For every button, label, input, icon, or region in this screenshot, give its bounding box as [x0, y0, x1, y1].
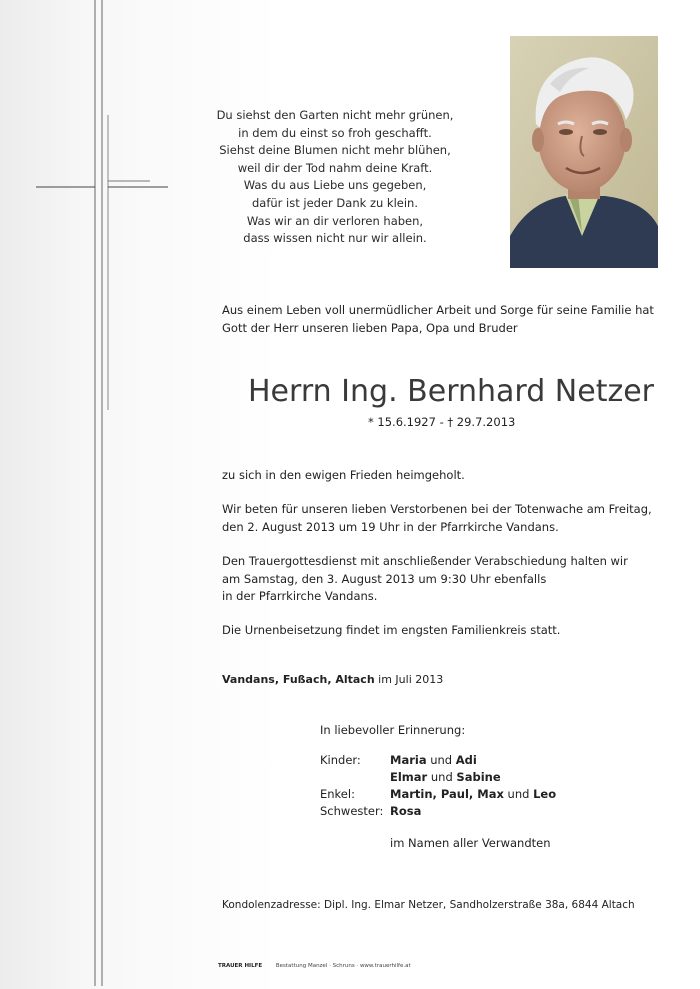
family-names: Elmar und Sabine	[390, 770, 501, 784]
poem-line: Siehst deine Blumen nicht mehr blühen,	[219, 143, 451, 158]
memory-heading: In liebevoller Erinnerung:	[320, 723, 466, 737]
peace-line: zu sich in den ewigen Frieden heimgeholt.	[222, 468, 465, 482]
wake-line: Wir beten für unseren lieben Verstorbenen bei der Totenwache am Freitag,	[222, 502, 652, 516]
family-names: Rosa	[390, 804, 422, 818]
service-line: am Samstag, den 3. August 2013 um 9:30 Uhr ebenfalls	[222, 571, 547, 586]
intro-text	[222, 301, 662, 337]
wake-line: den 2. August 2013 um 19 Uhr in der Pfarrkirche Vandans.	[222, 519, 559, 534]
family-names: Maria und Adi	[390, 753, 477, 767]
urn-text	[222, 622, 672, 640]
deceased-name: Herrn Ing. Bernhard Netzer	[248, 374, 654, 409]
condolence-address: Kondolenzadresse: Dipl. Ing. Elmar Netzer, Sandholzerstraße 38a, 6844 Altach	[222, 899, 635, 911]
intro-line: Gott der Herr unseren lieben Papa, Opa und Bruder	[222, 321, 518, 335]
service-text	[222, 553, 672, 606]
wake-text	[222, 501, 672, 536]
urn-line: Die Urnenbeisetzung findet im engsten Familienkreis statt.	[222, 623, 561, 637]
place-date-text: im Juli 2013	[374, 673, 444, 686]
poem-line: dass wissen nicht nur wir allein.	[243, 231, 427, 246]
footer	[218, 963, 411, 969]
service-line: in der Pfarrkirche Vandans.	[222, 589, 378, 603]
family-label: Kinder:	[320, 753, 361, 767]
poem-line: dafür ist jeder Dank zu klein.	[251, 195, 418, 210]
cross-icon	[0, 0, 190, 989]
intro-line: Aus einem Leben voll unermüdlicher Arbeit und Sorge für seine Familie hat	[222, 303, 654, 317]
family-names: Martin, Paul, Max und Leo	[390, 787, 557, 801]
poem-line: Du siehst den Garten nicht mehr grünen,	[216, 108, 454, 122]
family-label: Schwester:	[320, 804, 384, 818]
peace-text	[222, 467, 672, 485]
footer-brand: TRAUER HILFE	[218, 963, 263, 969]
poem	[200, 107, 470, 248]
footer-text: Bestattung Manzel · Schruns · www.trauerhilfe.at	[275, 963, 411, 969]
poem-line: in dem du einst so froh geschafft.	[238, 125, 432, 140]
life-dates: * 15.6.1927 - † 29.7.2013	[368, 415, 516, 429]
service-line: Den Trauergottesdienst mit anschließender Verabschiedung halten wir	[222, 554, 628, 568]
place-towns: Vandans, Fußach, Altach	[222, 673, 375, 686]
portrait-photo	[510, 36, 658, 268]
poem-line: Was du aus Liebe uns gegeben,	[243, 178, 427, 193]
poem-line: weil dir der Tod nahm deine Kraft.	[237, 160, 433, 175]
relatives-note: im Namen aller Verwandten	[390, 836, 551, 850]
place-date	[222, 673, 443, 686]
family-label: Enkel:	[320, 787, 355, 801]
poem-line: Was wir an dir verloren haben,	[246, 213, 424, 228]
